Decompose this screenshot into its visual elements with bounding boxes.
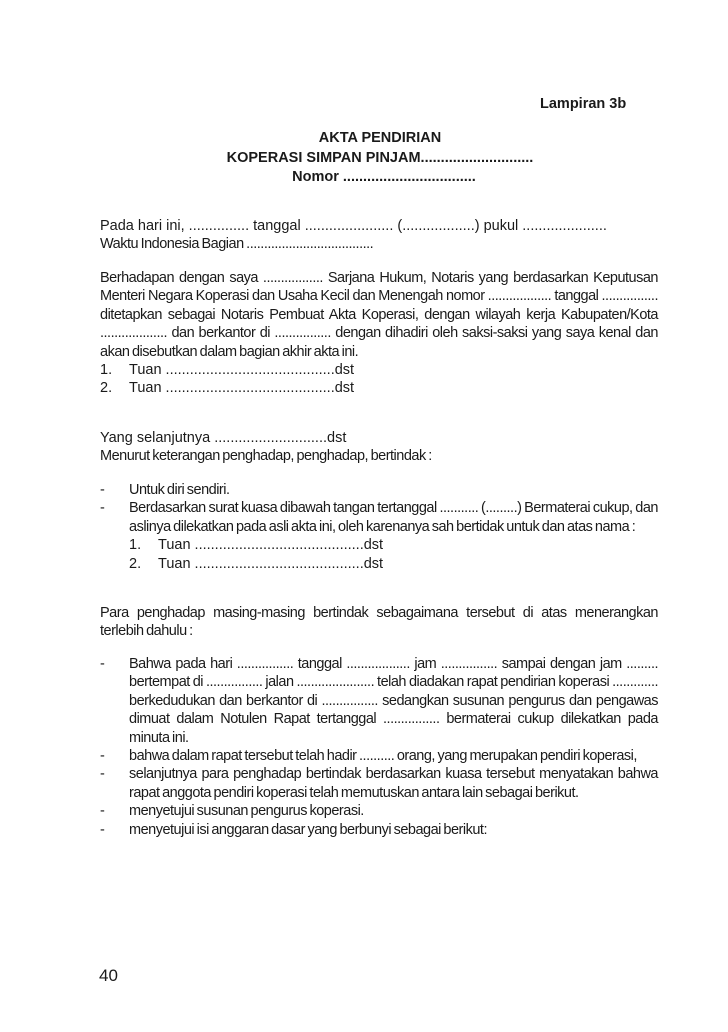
party-text: Tuan ..........................................dst bbox=[158, 555, 384, 572]
statement-text: menyetujui isi anggaran dasar yang berbunyi sebagai berikut: bbox=[129, 821, 487, 838]
appearance-paragraph bbox=[100, 269, 658, 398]
capacity-item: - Berdasarkan surat kuasa dibawah tangan tertanggal ........... (.........) Bermaterai cukup, dan aslinya dilekatkan pada asli akta ini, oleh karenanya sah bertidak untuk dan atas nama : bbox=[100, 500, 658, 535]
opening-paragraph bbox=[100, 217, 658, 254]
statement-item: - bahwa dalam rapat tersebut telah hadir .......... orang, yang merupakan pendiri koperasi, bbox=[100, 748, 637, 765]
opening-line-1: Pada hari ini, ............... tanggal ...................... (..................) pukul ..................... bbox=[100, 218, 607, 234]
capacity-item: - Untuk diri sendiri. bbox=[100, 482, 230, 498]
deed-title: AKTA PENDIRIAN bbox=[318, 130, 442, 146]
statement-intro bbox=[100, 604, 658, 641]
opening-line-2: Waktu Indonesia Bagian .................................... bbox=[100, 236, 374, 253]
capacity-list bbox=[100, 481, 658, 573]
party-text: Tuan ..........................................dst bbox=[158, 537, 384, 554]
represented-party bbox=[129, 555, 658, 573]
capacity-item-text: Untuk diri sendiri. bbox=[129, 482, 230, 498]
statements-list bbox=[100, 655, 658, 839]
party-number: 2. bbox=[129, 555, 142, 572]
statement-text: menyetujui susunan pengurus koperasi. bbox=[129, 803, 364, 820]
represented-party bbox=[129, 536, 658, 554]
witness-number: 2. bbox=[100, 380, 113, 397]
cooperative-name: KOPERASI SIMPAN PINJAM............................ bbox=[226, 150, 534, 166]
witness-item bbox=[100, 361, 658, 379]
party-number: 1. bbox=[129, 537, 142, 554]
continuation-line-1: Yang selanjutnya ............................dst bbox=[100, 430, 347, 446]
statement-item: - selanjutnya para penghadap bertindak berdasarkan kuasa tersebut menyatakan bahwa rapat anggota pendiri koperasi telah memutuskan antara lain sebagai berikut. bbox=[100, 766, 658, 801]
capacity-item-text: Berdasarkan surat kuasa dibawah tangan tertanggal ........... (.........) Bermaterai cukup, dan aslinya dilekatkan pada asli akta ini, oleh karenanya sah bertidak untuk dan atas nama : bbox=[129, 500, 658, 535]
page-number: 40 bbox=[99, 966, 118, 985]
appearance-text: Berhadapan dengan saya ................. Sarjana Hukum, Notaris yang berdasarkan Keputusan Menteri Negara Koperasi dan Usaha Kecil dan Menengah nomor .................. tanggal ................ ditetapkan sebagai Notaris Pembuat Akta Koperasi, dengan wilayah kerja Kabupaten/Kota ................... dan berkantor di ................ dengan dihadiri oleh saksi-saksi yang saya kenal dan akan disebutkan dalam bagian akhir akta ini. bbox=[100, 270, 658, 360]
statement-item: - menyetujui susunan pengurus koperasi. bbox=[100, 803, 364, 820]
statement-item: - Bahwa pada hari ................ tanggal .................. jam ................ sampai dengan jam ......... bertempat di ................ jalan ...................... telah diadakan rapat pendirian koperasi ............. berkedudukan dan berkantor di ................ sedangkan susunan pengurus dan pengawas dimuat dalam Notulen Rapat tertanggal ................ bermaterai cukup dilekatkan pada minuta ini. bbox=[100, 656, 658, 746]
witness-number: 1. bbox=[100, 362, 113, 379]
statement-text: bahwa dalam rapat tersebut telah hadir .......... orang, yang merupakan pendiri koperasi, bbox=[129, 748, 637, 765]
statement-item: - menyetujui isi anggaran dasar yang berbunyi sebagai berikut: bbox=[100, 821, 487, 838]
witness-item bbox=[100, 379, 658, 397]
continuation-line-2: Menurut keterangan penghadap, penghadap, bertindak : bbox=[100, 448, 432, 465]
deed-number: Nomor ................................. bbox=[292, 169, 476, 185]
statement-text: Bahwa pada hari ................ tanggal .................. jam ................ sampai dengan jam ......... bertempat di ................ jalan ...................... telah diadakan rapat pendirian koperasi ............. berkedudukan dan berkantor di ................ sedangkan susunan pengurus dan pengawas dimuat dalam Notulen Rapat tertanggal ................ bermaterai cukup dilekatkan pada minuta ini. bbox=[129, 656, 658, 746]
witness-text: Tuan ..........................................dst bbox=[129, 362, 355, 379]
attachment-label: Lampiran 3b bbox=[540, 96, 627, 112]
witness-text: Tuan ..........................................dst bbox=[129, 380, 355, 397]
continuation-paragraph bbox=[100, 429, 658, 466]
statement-intro-text: Para penghadap masing-masing bertindak sebagaimana tersebut di atas menerangkan terlebih dahulu : bbox=[100, 605, 658, 640]
statement-text: selanjutnya para penghadap bertindak berdasarkan kuasa tersebut menyatakan bahwa rapat anggota pendiri koperasi telah memutuskan antara lain sebagai berikut. bbox=[129, 766, 658, 801]
